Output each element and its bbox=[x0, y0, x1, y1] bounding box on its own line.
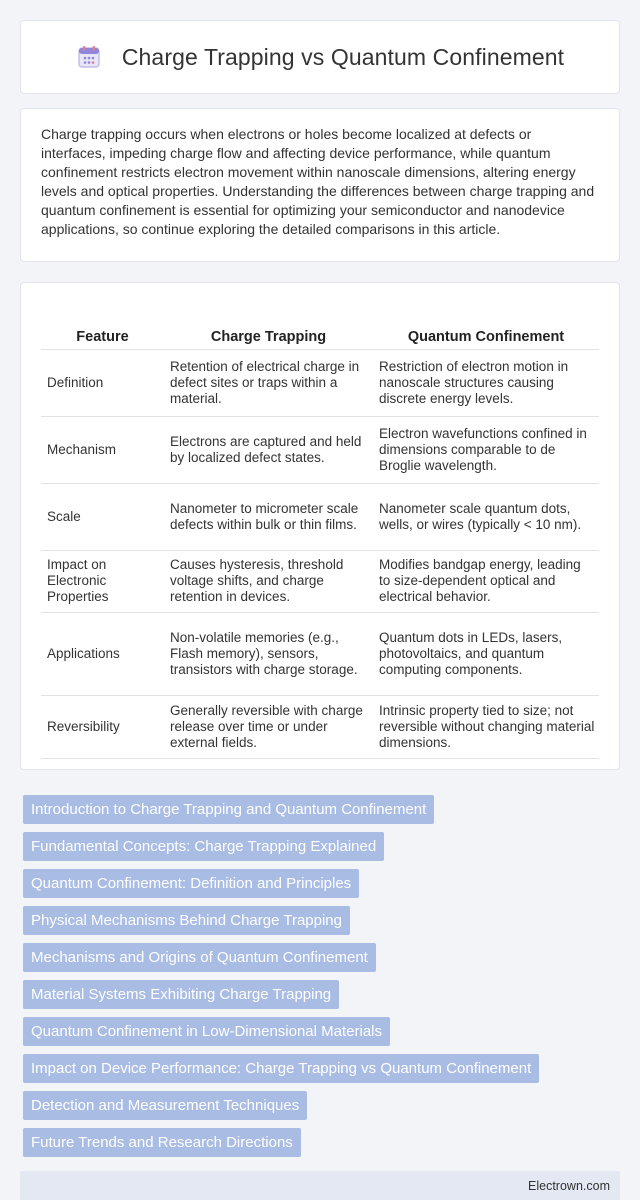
quantum-confinement-cell: Nanometer scale quantum dots, wells, or wires (typically < 10 nm). bbox=[373, 483, 599, 550]
page-title: Charge Trapping vs Quantum Confinement bbox=[121, 43, 565, 70]
quantum-confinement-cell: Electron wavefunctions confined in dimensions comparable to de Broglie wavelength. bbox=[373, 416, 599, 483]
comparison-table-card bbox=[20, 282, 620, 770]
column-header-feature: Feature bbox=[41, 303, 164, 349]
feature-cell: Scale bbox=[41, 483, 164, 550]
feature-cell: Mechanism bbox=[41, 416, 164, 483]
footer-brand: Electrown.com bbox=[528, 1179, 610, 1193]
table-row bbox=[41, 483, 599, 550]
feature-cell: Definition bbox=[41, 349, 164, 416]
column-header-charge-trapping: Charge Trapping bbox=[164, 303, 373, 349]
table-header-row bbox=[41, 303, 599, 349]
quantum-confinement-cell: Intrinsic property tied to size; not reversible without changing material dimensions. bbox=[373, 695, 599, 758]
charge-trapping-cell: Electrons are captured and held by localized defect states. bbox=[164, 416, 373, 483]
footer bbox=[20, 1171, 620, 1200]
table-row bbox=[41, 349, 599, 416]
calendar-icon bbox=[76, 44, 102, 70]
charge-trapping-cell: Generally reversible with charge release over time or under external fields. bbox=[164, 695, 373, 758]
charge-trapping-cell: Causes hysteresis, threshold voltage shifts, and charge retention in devices. bbox=[164, 550, 373, 612]
toc-link-device-performance[interactable]: Impact on Device Performance: Charge Trapping vs Quantum Confinement bbox=[23, 1054, 539, 1083]
header-card bbox=[20, 20, 620, 94]
charge-trapping-cell: Nanometer to micrometer scale defects within bulk or thin films. bbox=[164, 483, 373, 550]
quantum-confinement-cell: Quantum dots in LEDs, lasers, photovoltaics, and quantum computing components. bbox=[373, 612, 599, 695]
toc-link-mechanisms-origins[interactable]: Mechanisms and Origins of Quantum Confinement bbox=[23, 943, 376, 972]
table-row bbox=[41, 550, 599, 612]
toc-link-introduction[interactable]: Introduction to Charge Trapping and Quantum Confinement bbox=[23, 795, 434, 824]
feature-cell: Applications bbox=[41, 612, 164, 695]
quantum-confinement-cell: Restriction of electron motion in nanoscale structures causing discrete energy levels. bbox=[373, 349, 599, 416]
toc-link-future-trends[interactable]: Future Trends and Research Directions bbox=[23, 1128, 301, 1157]
table-row bbox=[41, 416, 599, 483]
toc-link-quantum-confinement-definition[interactable]: Quantum Confinement: Definition and Principles bbox=[23, 869, 359, 898]
toc-link-low-dimensional-materials[interactable]: Quantum Confinement in Low-Dimensional Materials bbox=[23, 1017, 390, 1046]
toc-link-fundamental-concepts[interactable]: Fundamental Concepts: Charge Trapping Explained bbox=[23, 832, 384, 861]
toc-link-physical-mechanisms[interactable]: Physical Mechanisms Behind Charge Trapping bbox=[23, 906, 350, 935]
toc-link-detection-measurement[interactable]: Detection and Measurement Techniques bbox=[23, 1091, 307, 1120]
intro-paragraph: Charge trapping occurs when electrons or holes become localized at defects or interfaces, impeding charge flow and affecting device performance, while quantum confinement restricts electron movement within nanoscale dimensions, altering energy levels and optical properties. Understanding the differences between charge trapping and quantum confinement is essential for optimizing your semiconductor and nanodevice applications, so continue exploring the detailed comparisons in this article. bbox=[41, 126, 595, 237]
comparison-table bbox=[41, 303, 599, 759]
charge-trapping-cell: Retention of electrical charge in defect sites or traps within a material. bbox=[164, 349, 373, 416]
toc-link-material-systems[interactable]: Material Systems Exhibiting Charge Trapping bbox=[23, 980, 339, 1009]
feature-cell: Reversibility bbox=[41, 695, 164, 758]
quantum-confinement-cell: Modifies bandgap energy, leading to size-dependent optical and electrical behavior. bbox=[373, 550, 599, 612]
feature-cell: Impact on Electronic Properties bbox=[41, 550, 164, 612]
column-header-quantum-confinement: Quantum Confinement bbox=[373, 303, 599, 349]
table-row bbox=[41, 695, 599, 758]
charge-trapping-cell: Non-volatile memories (e.g., Flash memory), sensors, transistors with charge storage. bbox=[164, 612, 373, 695]
table-row bbox=[41, 612, 599, 695]
intro-card bbox=[20, 108, 620, 262]
